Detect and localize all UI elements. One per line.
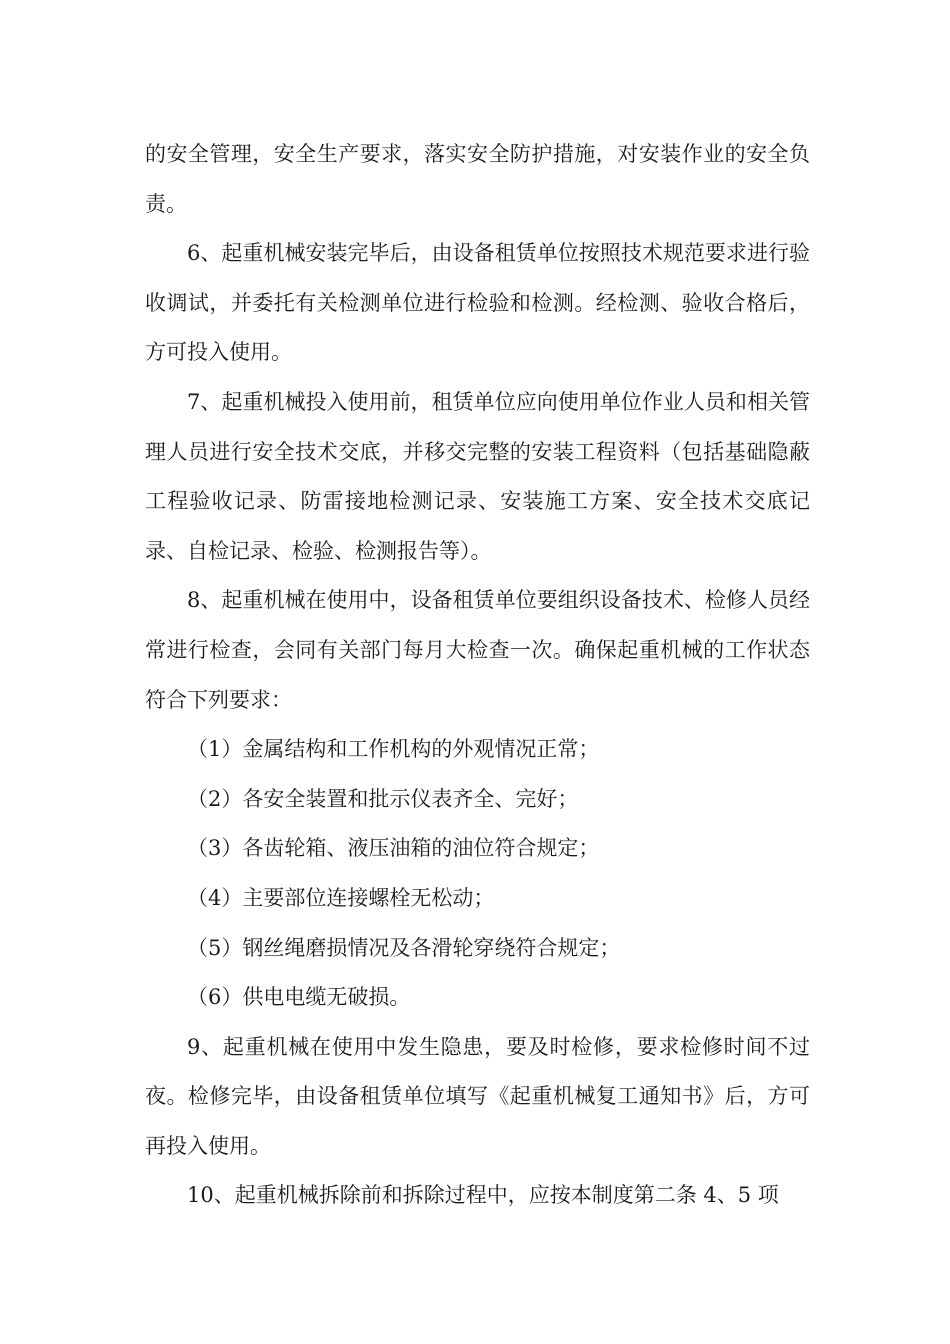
paragraph-item-7: 7、起重机械投入使用前，租赁单位应向使用单位作业人员和相关管理人员进行安全技术交底，并移交完整的安装工程资料（包括基础隐蔽工程验收记录、防雷接地检测记录、安装施工方案、安全技术交底记录、自检记录、检验、检测报告等）。 [145,389,810,563]
paragraph-item-9: 9、起重机械在使用中发生隐患，要及时检修，要求检修时间不过夜。检修完毕，由设备租赁单位填写《起重机械复工通知书》后，方可再投入使用。 [145,1034,810,1158]
paragraph-item-10: 10、起重机械拆除前和拆除过程中，应按本制度第二条 4、5 项 [187,1183,779,1208]
paragraph-item-6: 6、起重机械安装完毕后，由设备租赁单位按照技术规范要求进行验收调试，并委托有关检测单位进行检验和检测。经检测、验收合格后，方可投入使用。 [145,241,810,365]
paragraph-item-8: 8、起重机械在使用中，设备租赁单位要组织设备技术、检修人员经常进行检查，会同有关部门每月大检查一次。确保起重机械的工作状态符合下列要求： [145,588,810,712]
list-item: （3）各齿轮箱、液压油箱的油位符合规定； [187,836,600,861]
paragraph-safety-responsibility: 的安全管理，安全生产要求，落实安全防护措施，对安装作业的安全负责。 [145,142,810,216]
list-item: （2）各安全装置和批示仪表齐全、完好； [187,786,579,811]
list-item: （5）钢丝绳磨损情况及各滑轮穿绕符合规定； [187,935,621,960]
requirements-list [145,725,810,1023]
list-item: （1）金属结构和工作机构的外观情况正常； [187,737,600,762]
document-body [145,130,810,1221]
list-item: （4）主要部位连接螺栓无松动； [187,885,495,910]
list-item: （6）供电电缆无破损。 [187,985,411,1010]
